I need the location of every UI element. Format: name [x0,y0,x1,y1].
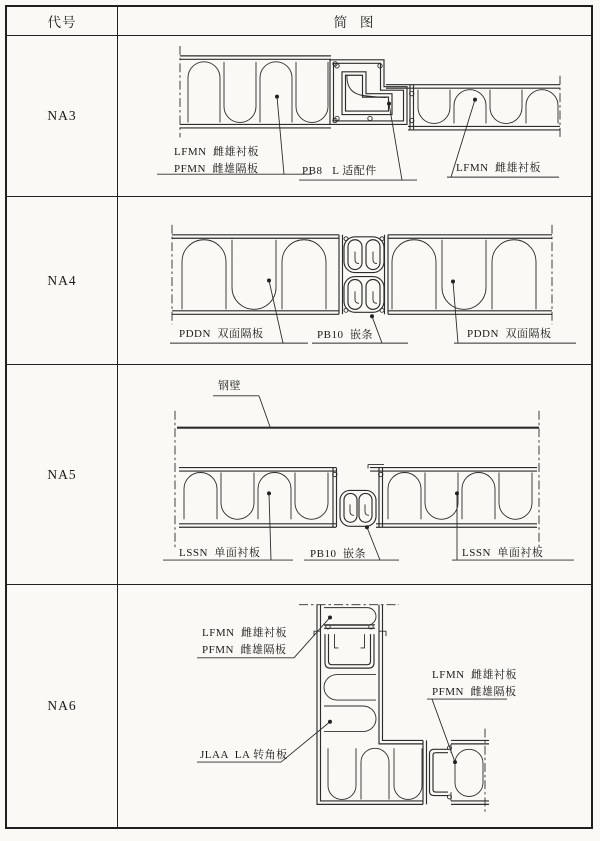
na4-label-left: PDDN 双面隔板 [179,328,264,340]
na6-section-drawing [118,585,591,827]
na4-label-right: PDDN 双面隔板 [467,328,552,340]
na3-label-left-line2: PFMN 雌雄隔板 [174,163,259,175]
diagram-na3 [118,36,591,196]
header-diagram-col [118,7,591,35]
row-code-na4: NA4 [7,197,118,364]
na5-label-center: PB10 嵌条 [310,548,366,560]
row-code-na6: NA6 [7,585,118,827]
na5-spline-clip [340,490,376,526]
row-code-na5: NA5 [7,365,118,584]
na6-label-topleft-line2: PFMN 雌雄隔板 [202,644,287,656]
diagram-na5 [118,365,591,584]
table-row-na6 [7,585,591,827]
na6-right-joint [430,744,452,801]
na3-left-panel [180,46,337,137]
diagram-na6 [118,585,591,827]
table-header-row [7,7,591,36]
na6-label-topleft-line1: LFMN 雌雄衬板 [202,627,288,639]
na6-label-corner: JLAA LA 转角板 [200,749,288,761]
na6-label-right-line1: LFMN 雌雄衬板 [432,669,518,681]
na3-label-right: LFMN 雌雄衬板 [456,162,542,174]
na5-label-right: LSSN 单面衬板 [462,547,544,559]
row-code-na3: NA3 [7,36,118,196]
na4-panels [172,225,552,324]
na3-l-adapter [330,60,407,125]
na3-label-left-line1: LFMN 雌雄衬板 [174,146,260,158]
table-row-na5 [7,365,591,585]
diagram-na4 [118,197,591,364]
table-row-na4 [7,197,591,365]
na3-label-center: PB8 L 适配件 [302,165,377,177]
header-diagram-label: 简 图 [333,15,376,30]
na5-panels [179,465,537,528]
na5-leader-lines [163,396,574,560]
na4-spline-clip [344,237,384,313]
joint-detail-table [5,5,593,829]
na6-right-panel [451,729,489,814]
header-code-col: 代号 [7,7,118,35]
na6-top-joint [314,625,386,668]
na4-label-center: PB10 嵌条 [317,329,373,341]
na6-corner-panel [299,605,427,805]
na5-label-left: LSSN 单面衬板 [179,547,261,559]
table-row-na3 [7,36,591,197]
na5-label-steel-wall: 钢壁 [218,380,241,392]
na6-label-right-line2: PFMN 雌雄隔板 [432,686,517,698]
